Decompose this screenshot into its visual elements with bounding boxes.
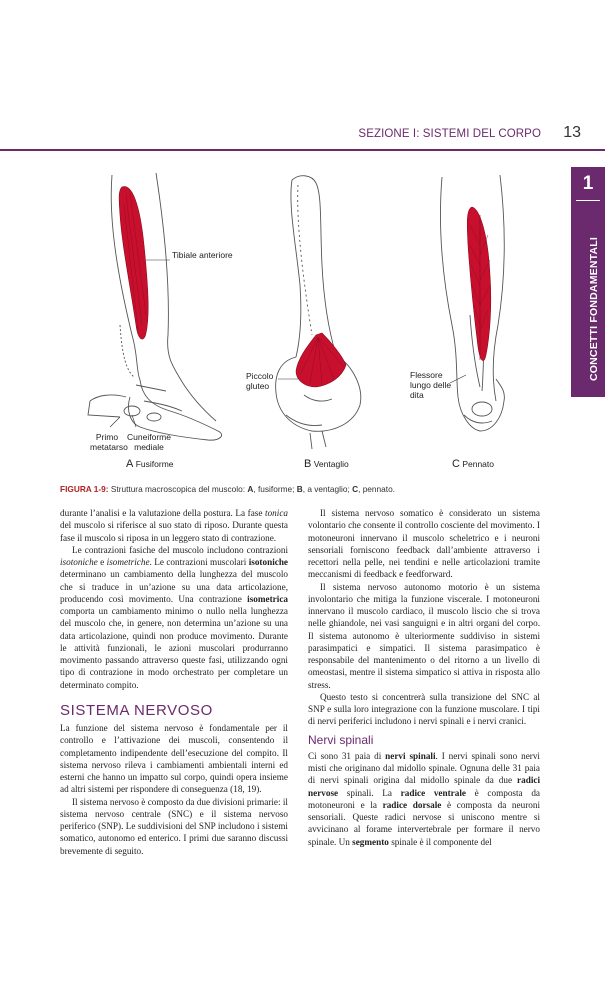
label-cuneiforme: Cuneiforme mediale — [127, 432, 171, 452]
paragraph: durante l’analisi e la valutazione della postura. La fase tonica del muscolo si riferisce al suo stato di riposo. Durante questa fase il muscolo si riposa in un leggero stato di contrazione. — [60, 508, 288, 543]
paragraph: Il sistema nervoso è composto da due divisioni primarie: il sistema nervoso centrale (SNC) e il sistema nervoso periferico (SNP). Le suddivisioni del SNP includono i sistemi somatico, autonomo ed enterico. I primi due saranno discussi brevemente di seguito. — [60, 796, 288, 856]
paragraph: Ci sono 31 paia di nervi spinali. I nervi spinali sono nervi misti che originano dal midollo spinale. Ognuna delle 31 paia di nervi spinali origina dal midollo spinale da due radici nervose spinali. La radice ventrale è composta da motoneuroni e la radice dorsale è composta da neuroni sensoriali. Queste radici nervose si uniscono mentre si avvicinano al forame intervertebrale per formare il nervo spinale. Un segmento spinale è il componente del — [308, 750, 540, 847]
panel-b-caption — [304, 458, 349, 470]
panel-a-caption — [126, 458, 174, 470]
caption-c: C — [352, 484, 359, 494]
paragraph: Questo testo si concentrerà sulla transizione del SNC al SNP e sulla loro integrazione con la funzione muscolare. I tipi di nervi periferici includono i nervi spinali e i nervi cranici. — [308, 691, 540, 727]
right-column — [308, 507, 540, 848]
paragraph: Il sistema nervoso somatico è considerato un sistema volontario che consente il controllo cosciente del movimento. I motoneuroni innervano il muscolo scheletrico e i neuroni sensoriali forniscono feedback dall’ambiente attraverso i recettori nella pelle, nei tendini e nelle articolazioni tramite meccanismi di feedback e feedforward. — [308, 508, 540, 580]
caption-a-text: , fusiforme; — [253, 484, 297, 494]
panel-b-letter: B — [304, 458, 312, 470]
paragraph: La funzione del sistema nervoso è fondamentale per il controllo e l’attivazione dei muscoli, consentendo il completamento indipendente dell’esecuzione del compito. Il sistema nervoso rileva i cambiamenti ambientali interni ed esterni che hanno un impatto sul corpo, quindi opera insieme ad altri sistemi per rispondere di conseguenza (18, 19). — [60, 723, 288, 795]
page-number: 13 — [563, 124, 581, 141]
muscle-figure — [60, 165, 540, 470]
label-piccolo-gluteo: Piccolo gluteo — [246, 371, 274, 391]
header-rule — [0, 149, 605, 151]
panel-b-muscle — [296, 333, 346, 387]
caption-label: FIGURA 1-9: — [60, 484, 109, 494]
panel-b-name: Ventaglio — [313, 459, 349, 469]
paragraph: Il sistema nervoso autonomo motorio è un sistema involontario che mitiga la funzione viscerale. I motoneuroni innervano il muscolo cardiaco, il muscolo liscio che si trova nelle ghiandole, nei vasi sanguigni e in altri organi del corpo. Il sistema autonomo è ulteriormente suddiviso in sistemi parasimpatici e simpatici. Il sistema parasimpatico è responsabile del mantenimento o del ritorno a un livello di omeostasi, mentre il sistema simpatico si attiva in risposta allo stress. — [308, 581, 540, 690]
muscle-illustrations — [60, 165, 540, 455]
panel-a-name: Fusiforme — [135, 459, 174, 469]
chapter-tab-divider — [576, 200, 600, 201]
panel-c-caption — [452, 458, 494, 470]
label-primo-metatarso: Primo metatarso — [90, 432, 128, 452]
caption-b-text: , a ventaglio; — [302, 484, 353, 494]
figure-caption — [60, 484, 540, 494]
label-flessore: Flessore lungo delle dita — [410, 370, 452, 400]
paragraph: Le contrazioni fasiche del muscolo includono contrazioni isotoniche e isometriche. Le contrazioni muscolari isotoniche determinano un cambiamento della lunghezza del muscolo che si traduce in un’azione su una data articolazione, producendo così movimento. Una contrazione isometrica comporta un cambiamento minimo o nullo nella lunghezza del muscolo che, in genere, non determina un’azione su una data articolazione, quindi non produce movimento. Durante le attività funzionali, le azioni muscolari produrranno movimento passando attraverso queste fasi, utilizzando ogni tipo di contrazione in modo orchestrato per completare un determinato compito. — [60, 544, 289, 690]
section-header: SEZIONE I: SISTEMI DEL CORPO — [358, 128, 541, 140]
caption-text: Struttura macroscopica del muscolo: — [108, 484, 248, 494]
chapter-title: CONCETTI FONDAMENTALI — [588, 237, 600, 381]
chapter-tab — [571, 167, 605, 397]
panel-a-letter: A — [126, 458, 134, 470]
caption-b: B — [296, 484, 303, 494]
panel-a-leg-illustration — [88, 173, 222, 440]
label-tibiale: Tibiale anteriore — [172, 250, 233, 260]
panel-b-hip-illustration — [276, 176, 361, 449]
subsection-heading: Nervi spinali — [308, 732, 374, 747]
panel-a-muscle — [119, 187, 148, 340]
panel-c-letter: C — [452, 458, 460, 470]
panel-c-muscle — [467, 207, 491, 361]
section-heading: SISTEMA NERVOSO — [60, 701, 213, 719]
panel-c-name: Pennato — [462, 459, 494, 469]
caption-a: A — [247, 484, 254, 494]
left-column — [60, 507, 288, 857]
chapter-number: 1 — [582, 173, 594, 194]
caption-c-text: , pennato. — [358, 484, 395, 494]
